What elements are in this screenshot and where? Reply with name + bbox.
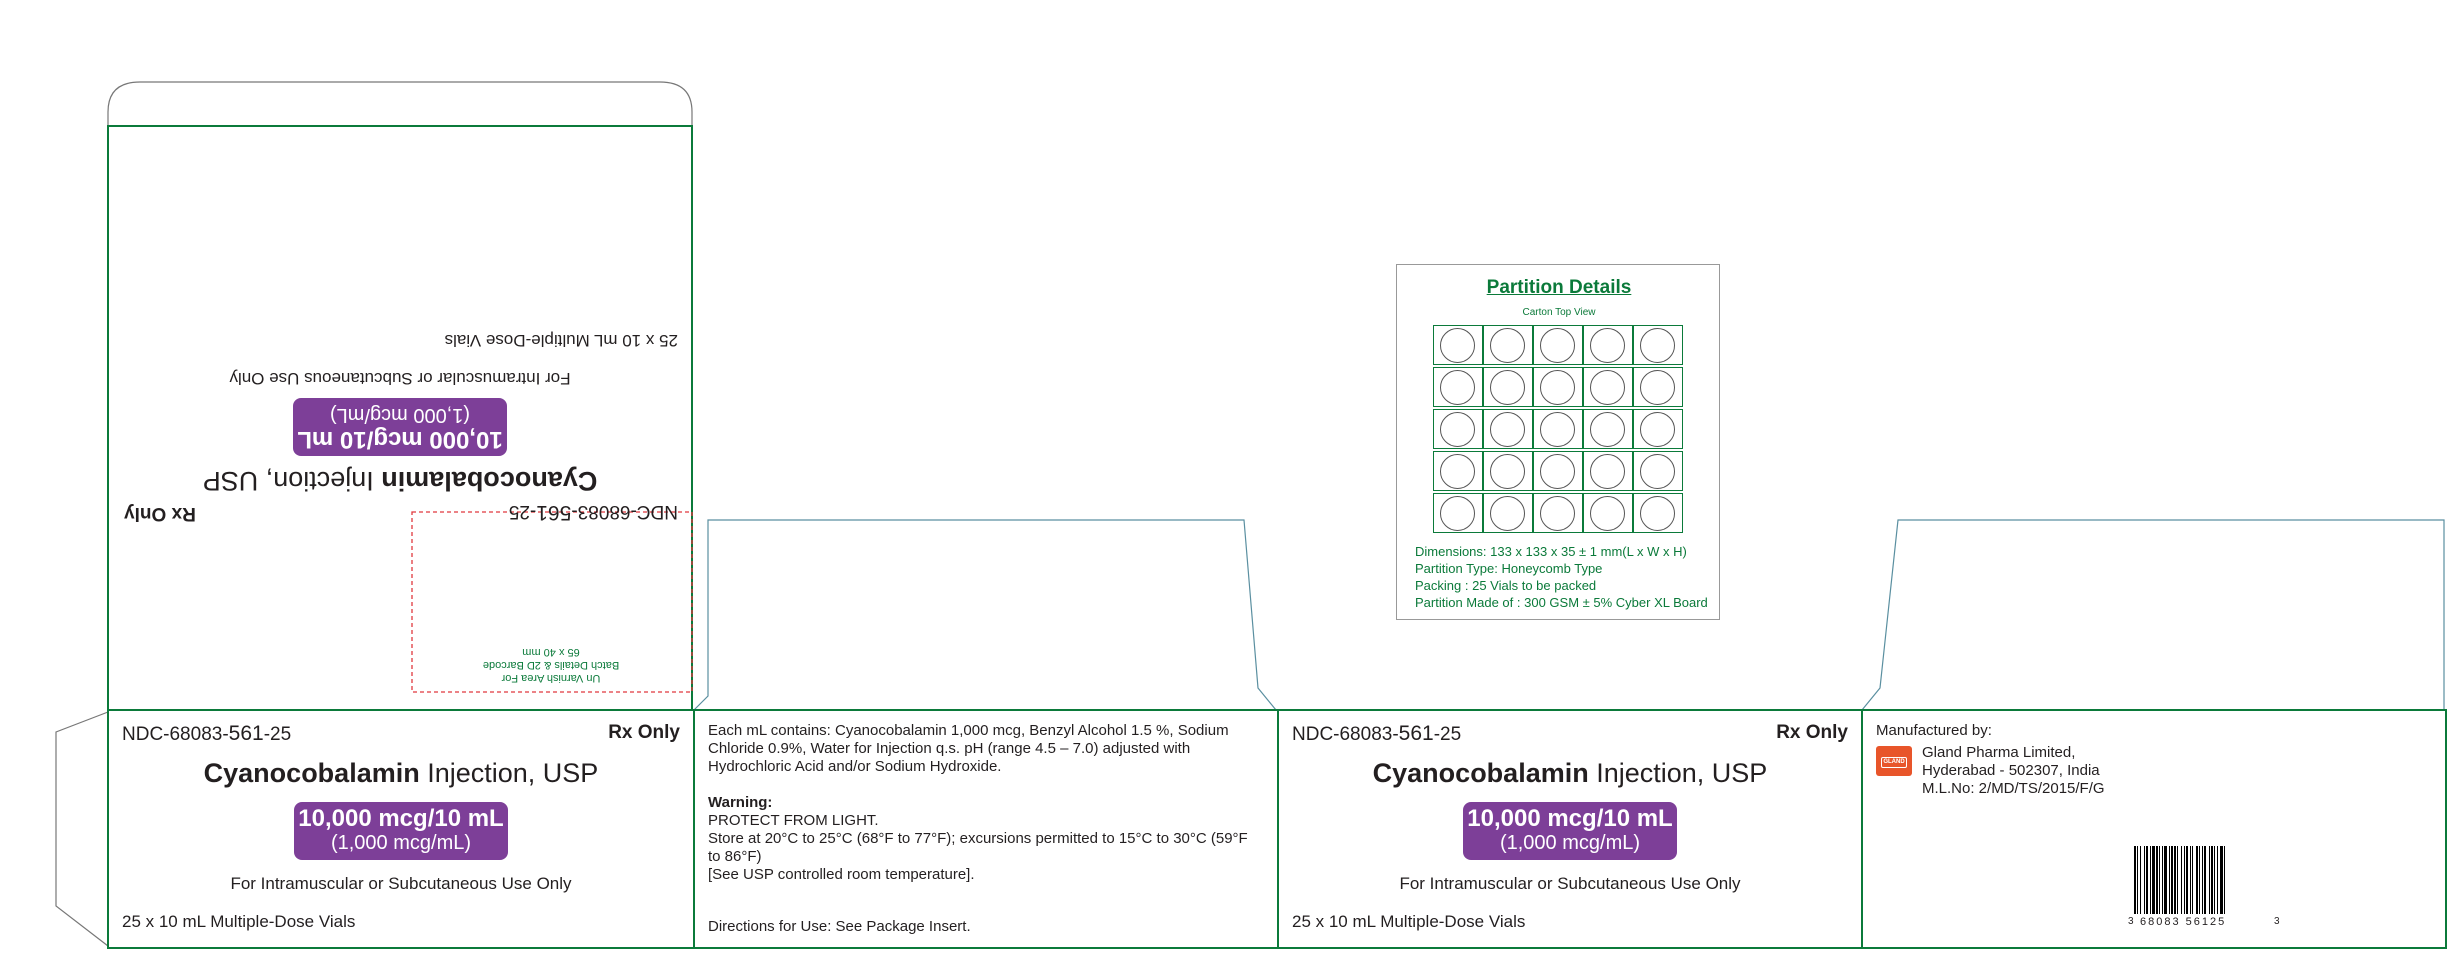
top-tuck-flap — [108, 82, 692, 126]
partition-type: Partition Type: Honeycomb Type — [1415, 561, 1603, 576]
top-drug-title — [108, 465, 692, 496]
partition-cell — [1433, 493, 1483, 533]
partition-cell — [1533, 451, 1583, 491]
partition-cell — [1633, 409, 1683, 449]
vial-slot — [1640, 454, 1675, 489]
back-package-count: 25 x 10 mL Multiple-Dose Vials — [1292, 912, 1526, 931]
partition-material: Partition Made of : 300 GSM ± 5% Cyber XL Board — [1415, 595, 1708, 610]
partition-cell — [1483, 451, 1533, 491]
logo-text: GLAND — [1881, 757, 1907, 768]
barcode-bar — [2196, 846, 2198, 914]
drug-name: Cyanocobalamin — [1372, 758, 1589, 788]
varnish-line2: Batch Details & 2D Barcode — [482, 659, 620, 671]
composition-text: Each mL contains: Cyanocobalamin 1,000 mcg, Benzyl Alcohol 1.5 %, Sodium Chloride 0.9%, Water for Injection q.s. pH (range 4.5 – 7.0) adjusted with Hydrochloric Acid and/or Sodium Hydroxide. — [708, 722, 1229, 775]
partition-subtitle: Carton Top View — [1522, 307, 1596, 318]
partition-packing: Packing : 25 Vials to be packed — [1415, 578, 1597, 593]
barcode-bar — [2171, 846, 2173, 914]
front-drug-title — [108, 758, 694, 789]
barcode-bar — [2224, 846, 2225, 914]
strength-main: 10,000 mcg/10 mL — [298, 805, 504, 832]
manufacturer-address — [1922, 744, 2105, 798]
partition-cell — [1533, 367, 1583, 407]
barcode-bar — [2202, 846, 2203, 914]
ndc-product: 561 — [1398, 722, 1434, 745]
partition-cell — [1483, 367, 1533, 407]
vial-slot — [1540, 454, 1575, 489]
drug-name: Cyanocobalamin — [203, 758, 420, 788]
ndc-product: 561 — [536, 501, 572, 524]
vial-slot — [1490, 496, 1525, 531]
back-strength-box — [1463, 802, 1677, 860]
partition-cell — [1433, 325, 1483, 365]
barcode-bar — [2137, 846, 2138, 914]
vial-slot — [1540, 412, 1575, 447]
vial-slot — [1490, 412, 1525, 447]
varnish-line1: Un Varnish Area For — [501, 672, 601, 684]
barcode-bar — [2164, 846, 2167, 914]
partition-specs — [1415, 543, 1708, 611]
ndc-suffix: -25 — [508, 501, 537, 522]
barcode-bar — [2199, 846, 2200, 914]
glue-flap — [56, 712, 108, 946]
storage-reference: [See USP controlled room temperature]. — [708, 866, 975, 883]
vial-slot — [1590, 496, 1625, 531]
barcode-bar — [2150, 846, 2151, 914]
vial-slot — [1440, 328, 1475, 363]
barcode-bar — [2220, 846, 2223, 914]
strength-main: 10,000 mcg/10 mL — [297, 426, 503, 453]
vial-slot — [1490, 370, 1525, 405]
vial-slot — [1590, 328, 1625, 363]
partition-cell — [1533, 493, 1583, 533]
barcode-bar — [2159, 846, 2160, 914]
barcode-bar — [2162, 846, 2163, 914]
partition-cell — [1483, 409, 1533, 449]
top-panel-rotated — [108, 126, 692, 710]
vial-slot — [1640, 370, 1675, 405]
barcode-bar — [2190, 846, 2191, 914]
partition-grid — [1433, 325, 1683, 535]
partition-title: Partition Details — [1486, 277, 1632, 298]
barcode-bar — [2214, 846, 2215, 914]
vial-slot — [1540, 496, 1575, 531]
ndc-product: 561 — [228, 722, 264, 745]
vial-slot — [1440, 496, 1475, 531]
barcode-bar — [2209, 846, 2210, 914]
gland-logo — [1876, 746, 1912, 776]
barcode-bar — [2152, 846, 2155, 914]
vial-slot — [1490, 454, 1525, 489]
top-rx-only: Rx Only — [124, 503, 196, 524]
partition-cell — [1483, 493, 1533, 533]
back-route: For Intramuscular or Subcutaneous Use Only — [1399, 874, 1741, 893]
vial-slot — [1640, 412, 1675, 447]
strength-sub: (1,000 mcg/mL) — [1499, 832, 1641, 854]
protect-from-light: PROTECT FROM LIGHT. — [708, 812, 879, 829]
top-ndc — [509, 500, 678, 524]
partition-details-box — [1396, 264, 1720, 620]
back-panel — [1278, 710, 1862, 948]
back-rx-only: Rx Only — [1776, 722, 1848, 743]
manufacturer-license: M.L.No: 2/MD/TS/2015/F/G — [1922, 780, 2105, 797]
partition-cell — [1583, 325, 1633, 365]
vial-slot — [1440, 412, 1475, 447]
barcode-bar — [2181, 846, 2182, 914]
barcode-bars — [2134, 846, 2274, 918]
dust-flap-right — [1862, 520, 2444, 710]
vial-slot — [1540, 370, 1575, 405]
ndc-suffix: -25 — [1433, 724, 1462, 745]
drug-name: Cyanocobalamin — [381, 466, 598, 496]
ndc-suffix: -25 — [263, 724, 292, 745]
front-ndc — [122, 722, 291, 746]
partition-cell — [1433, 451, 1483, 491]
strength-sub: (1,000 mcg/mL) — [330, 832, 472, 854]
storage-text: Store at 20°C to 25°C (68°F to 77°F); excursions permitted to 15°C to 30°C (59°F to 86°F) — [708, 830, 1248, 865]
partition-cell — [1483, 325, 1533, 365]
ndc-prefix: NDC-68083- — [1292, 724, 1399, 745]
vial-slot — [1540, 328, 1575, 363]
partition-cell — [1583, 367, 1633, 407]
barcode-bar — [2140, 846, 2141, 914]
back-drug-title — [1278, 758, 1862, 789]
vial-slot — [1590, 370, 1625, 405]
manufacturer-panel — [1862, 710, 2446, 948]
manufactured-by-heading: Manufactured by: — [1876, 722, 1992, 739]
barcode-left-digit: 3 — [2128, 916, 2134, 927]
ndc-prefix: NDC-68083- — [122, 724, 229, 745]
partition-cell — [1633, 451, 1683, 491]
barcode-bar — [2144, 846, 2145, 914]
barcode-bar — [2146, 846, 2148, 914]
partition-cell — [1433, 367, 1483, 407]
vial-slot — [1640, 496, 1675, 531]
dust-flap-left — [694, 520, 1276, 710]
top-package-count: 25 x 10 mL Multiple-Dose Vials — [444, 331, 678, 350]
front-rx-only: Rx Only — [608, 722, 680, 743]
top-strength-box — [293, 398, 507, 456]
partition-cell — [1533, 325, 1583, 365]
front-route: For Intramuscular or Subcutaneous Use Only — [230, 874, 572, 893]
barcode-number: 68083 56125 — [2140, 916, 2227, 928]
barcode-bar — [2204, 846, 2206, 914]
vial-slot — [1640, 328, 1675, 363]
ndc-prefix: NDC-68083- — [571, 501, 678, 522]
varnish-line3: 65 x 40 mm — [522, 646, 580, 658]
partition-cell — [1433, 409, 1483, 449]
barcode-bar — [2134, 846, 2136, 914]
barcode-bar — [2177, 846, 2178, 914]
barcode-right-digit: 3 — [2274, 916, 2280, 927]
vial-slot — [1590, 454, 1625, 489]
barcode-bar — [2169, 846, 2170, 914]
warning-heading: Warning: — [708, 794, 773, 811]
vial-slot — [1490, 328, 1525, 363]
barcode-bar — [2156, 846, 2158, 914]
barcode-bar — [2211, 846, 2213, 914]
top-route: For Intramuscular or Subcutaneous Use Only — [229, 369, 571, 388]
barcode-bar — [2192, 846, 2193, 914]
partition-dimensions: Dimensions: 133 x 133 x 35 ± 1 mm(L x W x H) — [1415, 544, 1687, 559]
drug-suffix: Injection, USP — [202, 466, 374, 496]
barcode-bar — [2174, 846, 2176, 914]
back-ndc — [1292, 722, 1461, 746]
drug-suffix: Injection, USP — [1596, 758, 1768, 788]
drug-suffix: Injection, USP — [427, 758, 599, 788]
vial-slot — [1590, 412, 1625, 447]
front-panel — [108, 710, 694, 948]
front-strength-box — [294, 802, 508, 860]
barcode-bar — [2217, 846, 2218, 914]
barcode-bar — [2184, 846, 2185, 914]
barcode — [2128, 846, 2278, 932]
manufacturer-city: Hyderabad - 502307, India — [1922, 762, 2100, 779]
directions-text: Directions for Use: See Package Insert. — [708, 918, 971, 935]
partition-cell — [1633, 367, 1683, 407]
varnish-text — [416, 645, 686, 684]
side-panel — [708, 722, 1248, 884]
partition-cell — [1633, 325, 1683, 365]
partition-cell — [1583, 409, 1633, 449]
vial-slot — [1440, 454, 1475, 489]
strength-main: 10,000 mcg/10 mL — [1467, 805, 1673, 832]
vial-slot — [1440, 370, 1475, 405]
partition-cell — [1583, 451, 1633, 491]
partition-cell — [1633, 493, 1683, 533]
manufacturer-name: Gland Pharma Limited, — [1922, 744, 2076, 761]
barcode-bar — [2186, 846, 2188, 914]
strength-sub: (1,000 mcg/mL) — [329, 404, 471, 426]
partition-cell — [1533, 409, 1583, 449]
partition-cell — [1583, 493, 1633, 533]
front-package-count: 25 x 10 mL Multiple-Dose Vials — [122, 912, 356, 931]
